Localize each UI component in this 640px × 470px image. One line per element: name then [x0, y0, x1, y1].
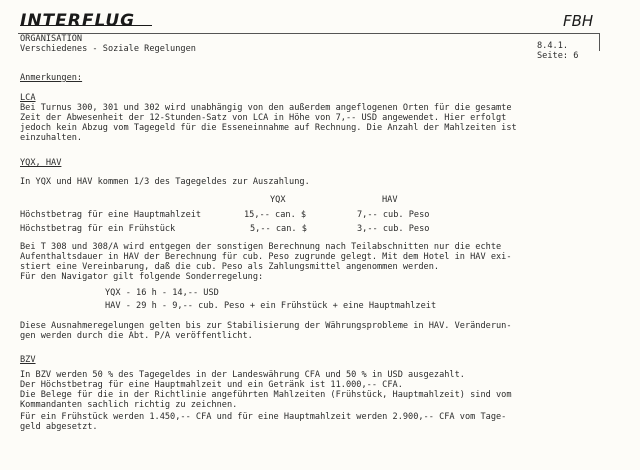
section-title: ORGANISATION — [20, 34, 83, 44]
header-top-rule — [18, 33, 600, 34]
rate-row-yqx: 15,-- can. $ — [244, 210, 307, 220]
t308-line: Bei T 308 und 308/A wird entgegen der sonstigen Berechnung nach Teilabschnitten nur die echte — [20, 242, 502, 252]
t308-line: stiert eine Vereinbarung, daß die cub. Peso als Zahlungsmittel angenommen werden. — [20, 262, 440, 272]
column-header-hav: HAV — [382, 195, 398, 205]
remarks-heading: Anmerkungen: — [20, 73, 83, 83]
interflug-logo: INTERFLUG — [20, 11, 136, 31]
lca-line: Zeit der Abwesenheit der 12-Stunden-Satz von LCA in Höhe von 7,-- USD angewendet. Hier erfolgt — [20, 113, 507, 123]
lca-heading: LCA — [20, 93, 36, 103]
bzv-line: geld abgesetzt. — [20, 422, 98, 432]
bzv-line: Die Belege für die in der Richtlinie angeführten Mahlzeiten (Frühstück, Hauptmahlzeit) sind vom — [20, 390, 512, 400]
exception-line: Diese Ausnahmeregelungen gelten bis zur Stabilisierung der Währungsprobleme in HAV. Veränderun- — [20, 321, 512, 331]
bzv-line: Der Höchstbetrag für eine Hauptmahlzeit und ein Getränk ist 11.000,-- CFA. — [20, 380, 403, 390]
doc-number: 8.4.1. — [537, 41, 569, 51]
lca-line: einzuhalten. — [20, 133, 83, 143]
navigator-rule-hav: HAV - 29 h - 9,-- cub. Peso + ein Frühstück + eine Hauptmahlzeit — [105, 301, 437, 311]
logo-underline — [20, 25, 152, 26]
lca-line: Bei Turnus 300, 301 und 302 wird unabhängig von den außerdem angeflogenen Orten für die gesamte — [20, 103, 512, 113]
yqx-hav-heading: YQX, HAV — [20, 158, 62, 168]
bzv-line: Für ein Frühstück werden 1.450,-- CFA und für eine Hauptmahlzeit werden 2.900,-- CFA vom Tage- — [20, 412, 507, 422]
unit-mark: FBH — [563, 12, 594, 30]
rate-row-hav: 7,-- cub. Peso — [357, 210, 430, 220]
subject-title: Verschiedenes - Soziale Regelungen — [20, 44, 196, 54]
rate-row-hav: 3,-- cub. Peso — [357, 224, 430, 234]
column-header-yqx: YQX — [270, 195, 286, 205]
t308-line: Aufenthaltsdauer in HAV der Berechnung für cub. Peso zugrunde gelegt. Mit dem Hotel in HAV exi- — [20, 252, 512, 262]
rate-row-yqx: 5,-- can. $ — [250, 224, 307, 234]
rate-row-label: Höchstbetrag für eine Hauptmahlzeit — [20, 210, 202, 220]
rate-row-label: Höchstbetrag für ein Frühstück — [20, 224, 176, 234]
header-right-rule — [599, 33, 600, 51]
bzv-line: Kommandanten sachlich richtig zu zeichnen. — [20, 400, 238, 410]
lca-line: jedoch kein Abzug vom Tagegeld für die Esseneinnahme auf Rechnung. Die Anzahl der Mahlzeiten ist — [20, 123, 517, 133]
navigator-rule-yqx: YQX - 16 h - 14,-- USD — [105, 288, 219, 298]
bzv-heading: BZV — [20, 355, 36, 365]
page-number: Seite: 6 — [537, 51, 579, 61]
bzv-line: In BZV werden 50 % des Tagegeldes in der Landeswährung CFA und 50 % in USD ausgezahlt. — [20, 370, 465, 380]
t308-line: Für den Navigator gilt folgende Sonderregelung: — [20, 272, 264, 282]
yqx-intro: In YQX und HAV kommen 1/3 des Tagegeldes zur Auszahlung. — [20, 177, 310, 187]
exception-line: gen werden durch die Abt. P/A veröffentlicht. — [20, 331, 253, 341]
